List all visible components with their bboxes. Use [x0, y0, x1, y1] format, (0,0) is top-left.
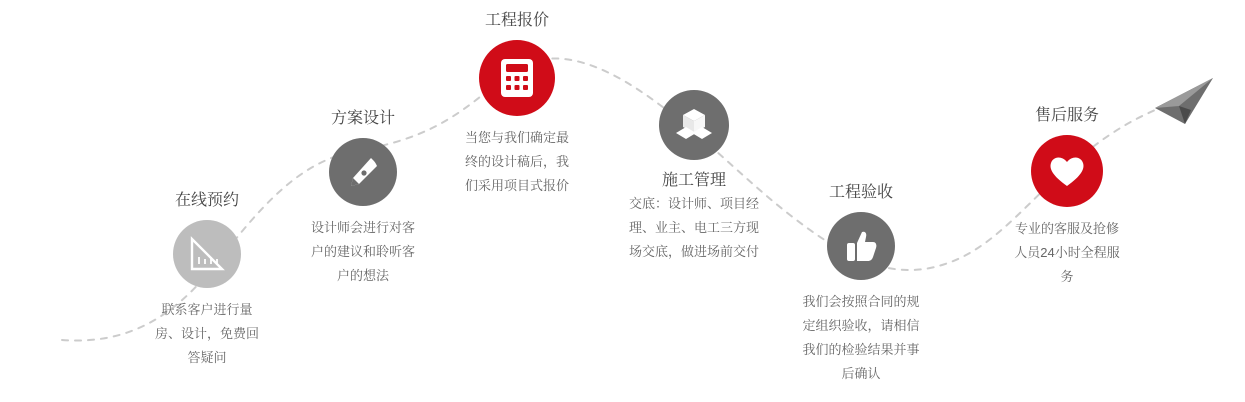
- step-4-desc-line: 场交底，做进场前交付: [628, 244, 759, 259]
- step-4-desc-line: 交底：设计师、项目经: [628, 196, 759, 211]
- step-6-desc: [972, 217, 1162, 289]
- step-5-desc-line: 定组织验收，请相信: [802, 318, 920, 333]
- step-6-title: 售后服务: [1034, 107, 1099, 124]
- step-6: [972, 105, 1162, 289]
- step-6-desc-line: 专业的客服及抢修: [1014, 221, 1119, 236]
- boxes-icon: [659, 90, 729, 160]
- step-5-title: 工程验收: [828, 184, 893, 201]
- step-3-desc-line: 们采用项目式报价: [464, 178, 569, 193]
- step-4-desc: [594, 192, 794, 264]
- step-5-desc: [766, 290, 956, 386]
- step-2-desc-line: 户的建议和聆听客: [310, 244, 415, 259]
- step-5-desc-line: 后确认: [841, 366, 881, 381]
- thumbs-up-icon: [827, 212, 895, 280]
- step-3-desc-line: 终的设计稿后，我: [464, 154, 569, 169]
- step-6-desc-line: 人员24小时全程服: [1014, 245, 1120, 260]
- step-2-desc: [268, 216, 458, 288]
- step-4-desc-line: 理、业主、电工三方现: [628, 220, 759, 235]
- step-1-desc-line: 房、设计，免费回: [154, 326, 259, 341]
- step-2-desc-line: 设计师会进行对客: [310, 220, 415, 235]
- step-1-title: 在线预约: [174, 192, 239, 209]
- calculator-icon: [479, 40, 555, 116]
- step-6-desc-line: 务: [1060, 269, 1074, 284]
- step-1-desc-line: 联系客户进行量: [161, 302, 253, 317]
- step-3-desc-line: 当您与我们确定最: [464, 130, 569, 145]
- paper-plane-icon: [1155, 78, 1213, 124]
- ruler-icon: [173, 220, 241, 288]
- step-1-desc-line: 答疑问: [187, 350, 227, 365]
- step-3-desc: [422, 126, 612, 198]
- step-1-desc: [112, 298, 302, 370]
- step-5: [766, 182, 956, 386]
- step-4-title: 施工管理: [661, 172, 726, 189]
- pen-nib-icon: [329, 138, 397, 206]
- step-5-desc-line: 我们会按照合同的规: [802, 294, 920, 309]
- step-2-title: 方案设计: [330, 110, 395, 127]
- step-5-desc-line: 我们的检验结果并事: [802, 342, 920, 357]
- step-3: [422, 10, 612, 198]
- heart-icon: [1031, 135, 1103, 207]
- step-4: [594, 90, 794, 264]
- step-3-title: 工程报价: [484, 12, 549, 29]
- step-2-desc-line: 户的想法: [336, 268, 389, 283]
